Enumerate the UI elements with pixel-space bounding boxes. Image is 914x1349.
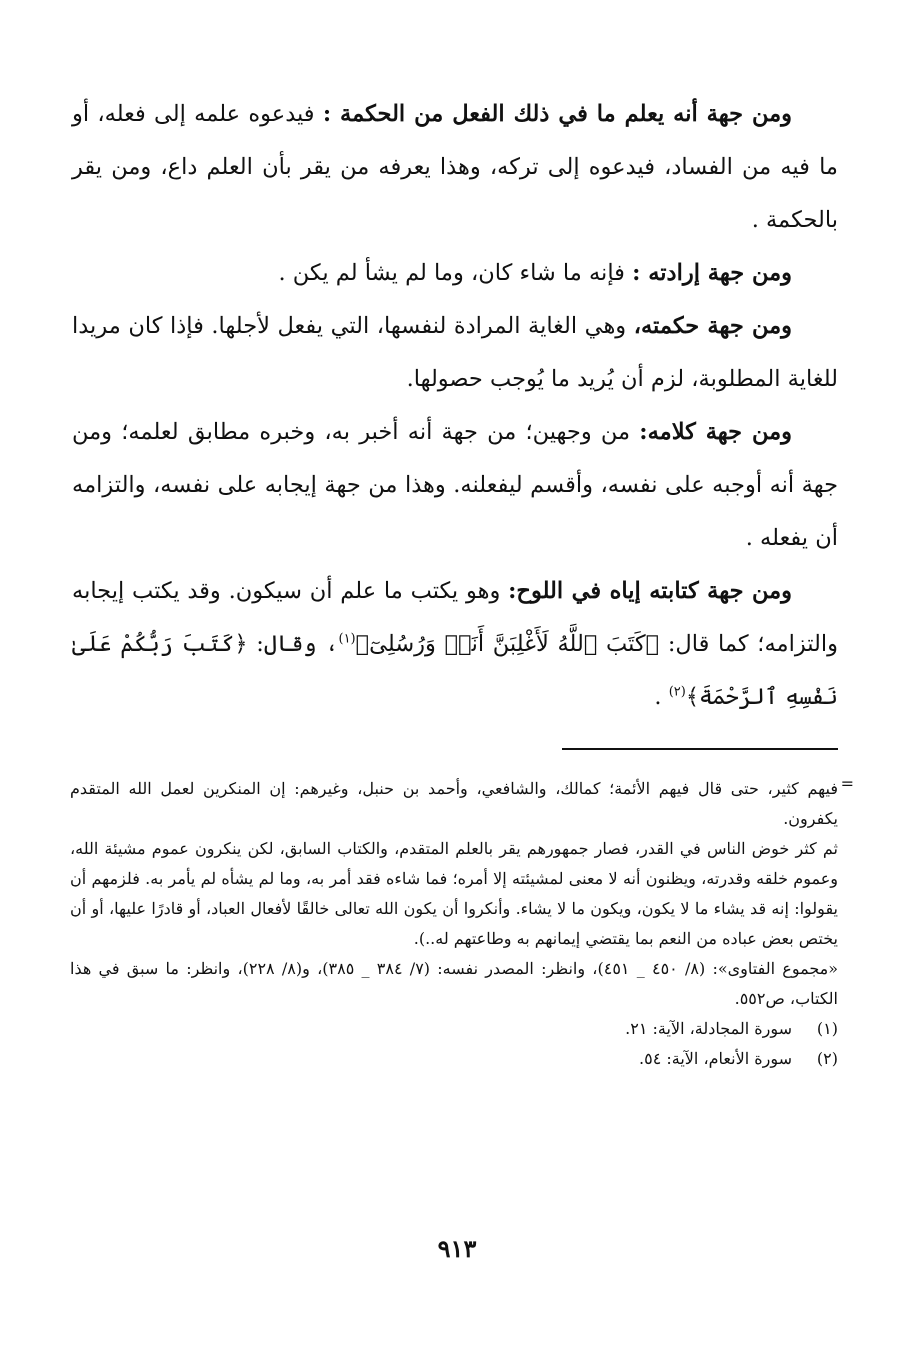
paragraph-heading: ومن جهة حكمته،	[633, 313, 793, 339]
paragraph-body: وهي الغاية المرادة لنفسها، التي يفعل لأجلها. فإذا كان مريدا للغاية المطلوبة، لزم أن يُريد ما يُوجب حصولها.	[72, 313, 838, 392]
paragraph-body: ، وقال:	[247, 631, 339, 657]
paragraph-body: وهو يكتب ما علم أن سيكون. وقد يكتب إيجابه والتزامه؛ كما قال:	[72, 578, 839, 657]
footnote-text: سورة المجادلة، الآية: ٢١.	[625, 1019, 792, 1038]
paragraph-speech	[72, 406, 838, 565]
paragraph-heading: ومن جهة كتابته إياه في اللوح:	[508, 578, 792, 604]
page-number: ٩١٣	[437, 1234, 477, 1263]
paragraph-writing	[72, 565, 838, 724]
paragraph-body: من وجهين؛ من جهة أنه أخبر به، وخبره مطابق لعلمه؛ ومن جهة أنه أوجبه على نفسه، وأقسم ليفعلنه. وهذا من جهة إيجابه على نفسه، والتزامه أن يفعله .	[72, 419, 838, 551]
paragraph-body: .	[654, 684, 669, 710]
main-text	[72, 88, 838, 724]
paragraph-heading: ومن جهة أنه يعلم ما في ذلك الفعل من الحكمة :	[322, 101, 792, 127]
paragraph-body: فيدعوه علمه إلى فعله، أو ما فيه من الفساد، فيدعوه إلى تركه، وهذا يعرفه من يقر بأن العلم داع، ومن يقر بالحكمة .	[72, 101, 838, 233]
paragraph-body: فإنه ما شاء كان، وما لم يشأ لم يكن .	[278, 260, 633, 286]
quran-verse: ﴿كَتَبَ رَبُّكُمْ عَلَىٰ نَفْسِهِ ٱلرَّحْمَةَ﴾	[72, 631, 838, 710]
footnote-number: (٢)	[816, 1049, 838, 1068]
footnote-continuation: ثم كثر خوض الناس في القدر، فصار جمهورهم يقر بالعلم المتقدم، والكتاب السابق، لكن ينكرون عموم مشيئة الله، وعموم خلقه وقدرته، ويظنون أنه لا معنى لمشيئته إلا أمره؛ فما شاءه فقد أمر به، وما لم يشأه لم يأمر به. فلزمهم أن يقولوا: إنه قد يشاء ما لا يكون، ويكون ما لا يشاء. وأنكروا أن يكون الله تعالى خالقًا لأفعال العباد، أو قادرًا عليها، أو أن يختص بعض عباده من النعم بما يقتضي إيمانهم به وطاعتهم له..).	[70, 839, 839, 948]
paragraph-knowledge	[72, 88, 838, 247]
footnote-continuation: فيهم كثير، حتى قال فيهم الأئمة؛ كمالك، والشافعي، وأحمد بن حنبل، وغيرهم: إن المنكرين لعمل الله المتقدم يكفرون.	[70, 779, 838, 828]
quran-verse: ﴿كَتَبَ ٱللَّهُ لَأَغْلِبَنَّ أَنَا۠ وَرُسُلِىٓ﴾	[355, 631, 660, 657]
footnote-item	[70, 1044, 838, 1074]
footnote-continuation: «مجموع الفتاوى»: (٨/ ٤٥٠ _ ٤٥١)، وانظر: المصدر نفسه: (٧/ ٣٨٤ _ ٣٨٥)، و(٨/ ٢٢٨)، وانظر: ما سبق في هذا الكتاب، ص٥٥٢.	[70, 959, 839, 1008]
paragraph-wisdom	[72, 300, 838, 406]
footnote-text: سورة الأنعام، الآية: ٥٤.	[639, 1049, 792, 1068]
paragraph-heading: ومن جهة كلامه:	[639, 419, 792, 445]
footnote-separator	[562, 748, 838, 750]
footnotes	[70, 774, 838, 1074]
footnote-number: (١)	[816, 1019, 838, 1038]
paragraph-will	[72, 247, 838, 300]
footnote-ref: (٢)	[668, 684, 686, 700]
footnote-ref: (١)	[338, 631, 356, 647]
footnote-item	[70, 1014, 838, 1044]
continuation-mark: =	[840, 774, 854, 793]
paragraph-heading: ومن جهة إرادته :	[632, 260, 792, 286]
